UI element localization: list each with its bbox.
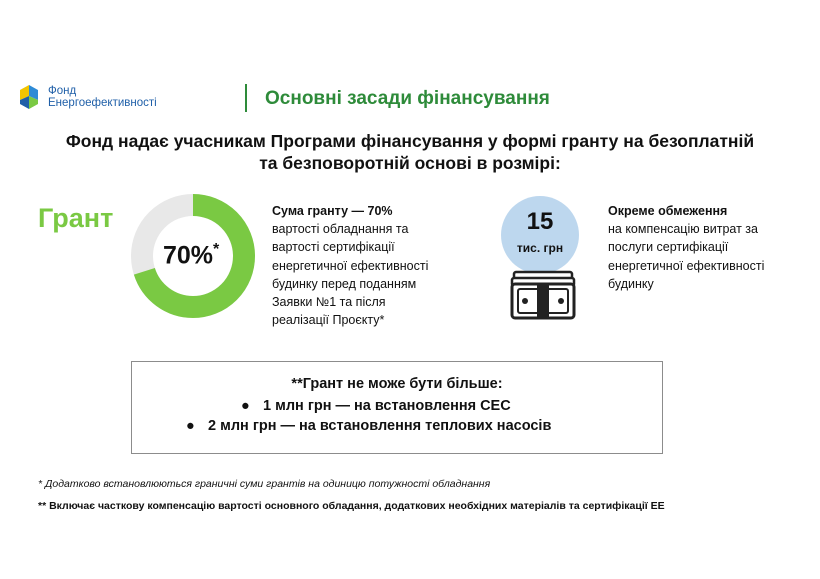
grant-line: реалізації Проєкту* [272, 313, 385, 328]
grant-percent [163, 241, 219, 270]
intro-line-1: Фонд надає учасникам Програми фінансування у формі гранту на безоплатній [65, 131, 755, 151]
fund-logo-icon [18, 84, 40, 110]
grant-label: Грант [38, 203, 114, 233]
grant-line: Заявки №1 та після [272, 295, 386, 310]
grant-cap-item-text: 2 млн грн — на встановлення теплових насосів [208, 418, 552, 434]
footnote-2: ** Включає часткову компенсацію вартості основного обладання, додаткових необхідних матеріалів та сертифікації ЕЕ [38, 500, 665, 512]
grant-cap-title: **Грант не може бути більше: [291, 376, 503, 392]
limit-line: на компенсацію витрат за [608, 222, 758, 237]
bullet-icon: ● [241, 398, 250, 414]
limit-line: будинку [608, 276, 654, 291]
grant-cap-item-text: 1 млн грн — на встановлення СЕС [263, 398, 511, 414]
limit-description [608, 202, 764, 293]
grant-line: енергетичної ефективності [272, 258, 429, 273]
limit-line: енергетичної ефективності [608, 258, 765, 273]
limit-line: послуги сертифікації [608, 240, 729, 255]
intro-text [20, 130, 800, 174]
grant-percent-value: 70% [163, 241, 214, 270]
grant-heading: Сума гранту — 70% [272, 204, 393, 218]
grant-description [272, 202, 428, 329]
grant-line: вартості сертифікації [272, 240, 395, 255]
limit-heading: Окреме обмеження [608, 204, 728, 218]
money-stack-icon [510, 270, 576, 320]
grant-cap-item [241, 398, 511, 414]
grant-line: вартості обладнання та [272, 222, 409, 237]
logo-line-2: Енергоефективності [48, 97, 157, 109]
grant-percent-mark: * [213, 241, 220, 258]
grant-line: будинку перед поданням [272, 276, 417, 291]
limit-unit: тис. грн [516, 241, 564, 255]
page-title: Основні засади фінансування [265, 88, 550, 109]
intro-line-2: та безповоротній основі в розмірі: [259, 153, 561, 173]
footnote-1: * Додатково встановлюються граничні суми грантів на одиницю потужності обладнання [38, 478, 491, 490]
bullet-icon: ● [186, 418, 195, 434]
header-divider [245, 84, 247, 112]
limit-amount: 15 [526, 208, 554, 235]
fund-logo-text [48, 85, 157, 109]
grant-cap-item [186, 418, 551, 434]
logo-line-1: Фонд [48, 85, 77, 97]
